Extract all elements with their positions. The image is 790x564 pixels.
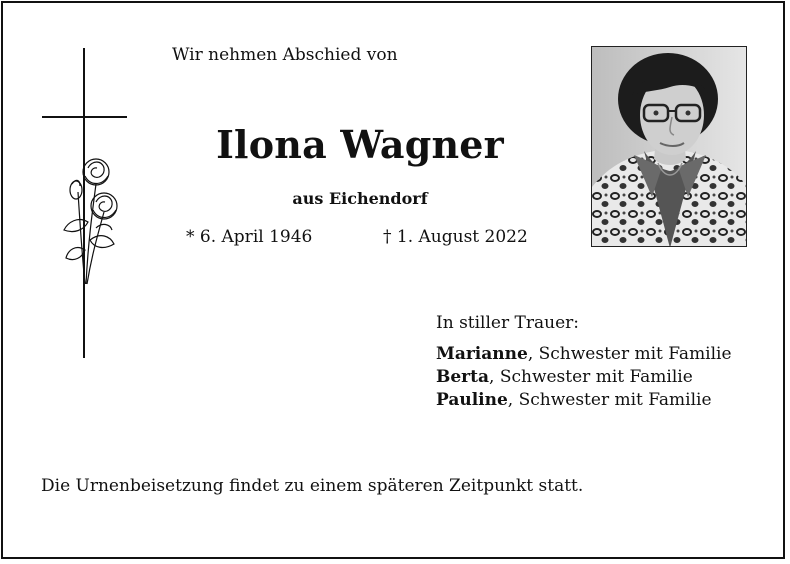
origin-text: aus Eichendorf [292, 189, 428, 208]
portrait-photo [591, 46, 747, 247]
mourner-name: Berta [436, 367, 490, 387]
birth-date: * 6. April 1946 [186, 227, 313, 247]
list-item [436, 366, 732, 389]
cross-with-roses-icon [38, 44, 138, 364]
list-item [436, 389, 732, 412]
mourners-list [436, 343, 732, 412]
mourner-relation: , Schwester mit Familie [527, 344, 732, 364]
closing-note: Die Urnenbeisetzung findet zu einem späteren Zeitpunkt statt. [41, 476, 584, 496]
mourning-intro: In stiller Trauer: [436, 313, 579, 333]
mourner-name: Marianne [436, 344, 528, 364]
portrait-illustration [592, 47, 747, 247]
intro-text: Wir nehmen Abschied von [172, 45, 398, 65]
death-date: † 1. August 2022 [383, 227, 528, 247]
mourner-name: Pauline [436, 390, 508, 410]
mourner-relation: , Schwester mit Familie [507, 390, 712, 410]
mourner-relation: , Schwester mit Familie [489, 367, 693, 387]
deceased-name: Ilona Wagner [216, 122, 504, 167]
list-item [436, 343, 732, 366]
